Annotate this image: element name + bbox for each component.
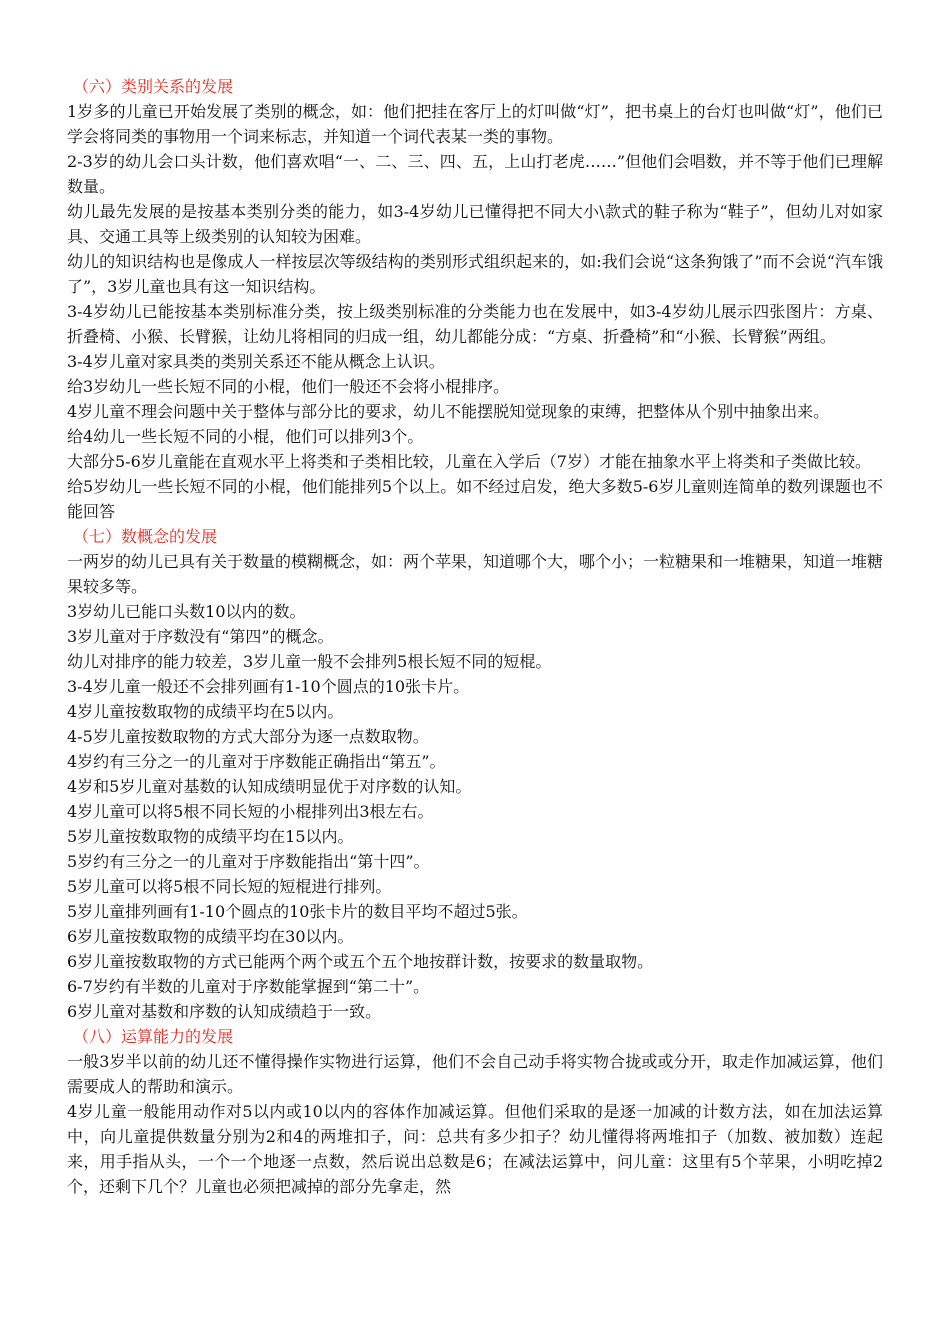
paragraph: 幼儿最先发展的是按基本类别分类的能力，如3-4岁幼儿已懂得把不同大小\款式的鞋子称为“鞋子”，但幼儿对如家具、交通工具等上级类别的认知较为困难。 <box>67 202 883 246</box>
section-heading-8: （八）运算能力的发展 <box>73 1027 234 1046</box>
paragraph: 一般3岁半以前的幼儿还不懂得操作实物进行运算，他们不会自己动手将实物合拢或或分开，取走作加减运算，他们需要成人的帮助和演示。 <box>67 1052 883 1096</box>
section-heading-7: （七）数概念的发展 <box>73 527 218 546</box>
paragraph: 4岁儿童一般能用动作对5以内或10以内的容体作加减运算。但他们采取的是逐一加减的计数方法，如在加法运算中，向儿童提供数量分别为2和4的两堆扣子，问：总共有多少扣子？幼儿懂得将两堆扣子（加数、被加数）连起来，用手指从头，一个一个地逐一点数，然后说出总数是6；在减法运算中，问儿童：这里有5个苹果，小明吃掉2个，还剩下几个？儿童也必须把减掉的部分先拿走，然 <box>67 1102 883 1196</box>
paragraph: 4-5岁儿童按数取物的方式大部分为逐一点数取物。 <box>67 727 429 746</box>
paragraph: 幼儿对排序的能力较差，3岁儿童一般不会排列5根长短不同的短棍。 <box>67 652 552 671</box>
paragraph: 大部分5-6岁儿童能在直观水平上将类和子类相比较，儿童在入学后（7岁）才能在抽象水平上将类和子类做比较。 <box>67 452 871 471</box>
paragraph: 4岁约有三分之一的儿童对于序数能正确指出“第五”。 <box>67 752 446 771</box>
paragraph: 4岁儿童可以将5根不同长短的小棍排列出3根左右。 <box>67 802 434 821</box>
paragraph: 6岁儿童对基数和序数的认知成绩趋于一致。 <box>67 1002 382 1021</box>
paragraph: 6岁儿童按数取物的方式已能两个两个或五个五个地按群计数，按要求的数量取物。 <box>67 952 654 971</box>
paragraph: 给5岁幼儿一些长短不同的小棍，他们能排列5个以上。如不经过启发，绝大多数5-6岁儿童则连简单的数列课题也不能回答 <box>67 477 883 521</box>
paragraph: 3岁幼儿已能口头数10以内的数。 <box>67 602 306 621</box>
paragraph: 1岁多的儿童已开始发展了类别的概念，如：他们把挂在客厅上的灯叫做“灯”，把书桌上的台灯也叫做“灯”，他们已学会将同类的事物用一个词来标志，并知道一个词代表某一类的事物。 <box>67 102 883 146</box>
paragraph: 5岁儿童排列画有1-10个圆点的10张卡片的数目平均不超过5张。 <box>67 902 528 921</box>
document-page <box>67 74 883 1199</box>
paragraph: 5岁约有三分之一的儿童对于序数能指出“第十四”。 <box>67 852 430 871</box>
paragraph: 3-4岁儿童一般还不会排列画有1-10个圆点的10张卡片。 <box>67 677 470 696</box>
paragraph: 6岁儿童按数取物的成绩平均在30以内。 <box>67 927 354 946</box>
paragraph: 3岁儿童对于序数没有“第四”的概念。 <box>67 627 334 646</box>
section-heading-6: （六）类别关系的发展 <box>73 77 234 96</box>
paragraph: 4岁儿童按数取物的成绩平均在5以内。 <box>67 702 344 721</box>
paragraph: 一两岁的幼儿已具有关于数量的模糊概念，如：两个苹果，知道哪个大，哪个小；一粒糖果和一堆糖果，知道一堆糖果较多等。 <box>67 552 884 596</box>
paragraph: 3-4岁幼儿已能按基本类别标准分类，按上级类别标准的分类能力也在发展中，如3-4岁幼儿展示四张图片：方桌、折叠椅、小猴、长臂猴，让幼儿将相同的归成一组，幼儿都能分成：“方桌、折叠椅”和“小猴、长臂猴”两组。 <box>67 302 883 346</box>
paragraph: 2-3岁的幼儿会口头计数，他们喜欢唱“一、二、三、四、五，上山打老虎……”但他们会唱数，并不等于他们已理解数量。 <box>67 152 883 196</box>
paragraph: 给4幼儿一些长短不同的小棍，他们可以排列3个。 <box>67 427 424 446</box>
paragraph: 5岁儿童可以将5根不同长短的短棍进行排列。 <box>67 877 392 896</box>
paragraph: 5岁儿童按数取物的成绩平均在15以内。 <box>67 827 354 846</box>
paragraph: 给3岁幼儿一些长短不同的小棍，他们一般还不会将小棍排序。 <box>67 377 510 396</box>
paragraph: 3-4岁儿童对家具类的类别关系还不能从概念上认识。 <box>67 352 445 371</box>
paragraph: 4岁儿童不理会问题中关于整体与部分比的要求，幼儿不能摆脱知觉现象的束缚，把整体从个别中抽象出来。 <box>67 402 830 421</box>
paragraph: 6-7岁约有半数的儿童对于序数能掌握到“第二十”。 <box>67 977 430 996</box>
paragraph: 幼儿的知识结构也是像成人一样按层次等级结构的类别形式组织起来的，如:我们会说“这条狗饿了”而不会说“汽车饿了”，3岁儿童也具有这一知识结构。 <box>67 252 883 296</box>
paragraph: 4岁和5岁儿童对基数的认知成绩明显优于对序数的认知。 <box>67 777 472 796</box>
